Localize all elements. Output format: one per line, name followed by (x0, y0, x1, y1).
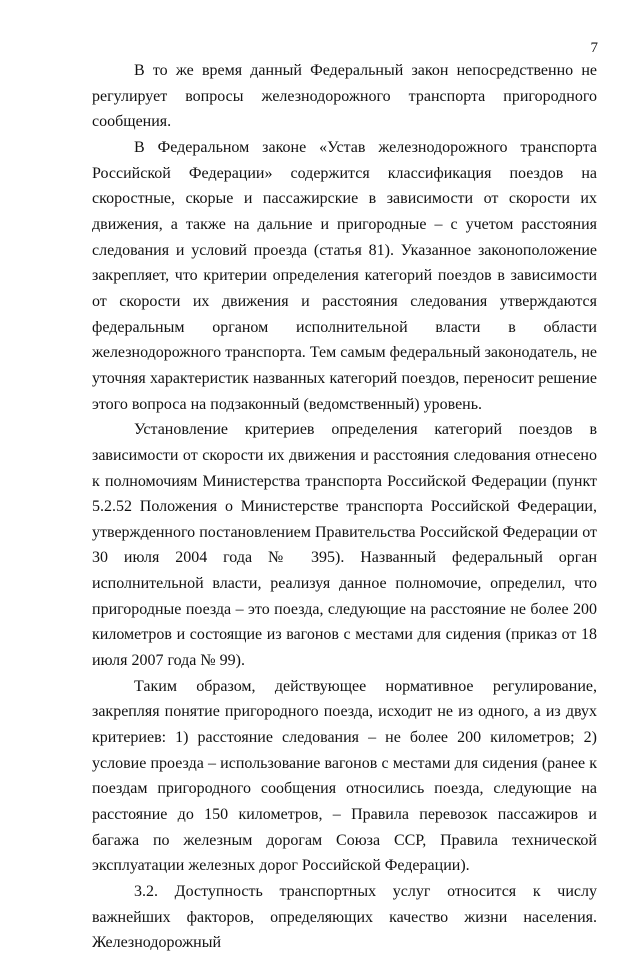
document-body (92, 58, 597, 956)
page-number: 7 (590, 40, 598, 56)
paragraph: В то же время данный Федеральный закон непосредственно не регулирует вопросы железнодорожного транспорта пригородного сообщения. (92, 62, 597, 131)
paragraph: 3.2. Доступность транспортных услуг относится к числу важнейших факторов, определяющих качество жизни населения. Железнодорожный (92, 883, 597, 952)
paragraph: В Федеральном законе «Устав железнодорожного транспорта Российской Федерации» содержится классификация поездов на скоростные, скорые и пассажирские в зависимости от скорости их движения, а также на дальние и пригородные – с учетом расстояния следования и условий проезда (статья 81). Указанное законоположение закрепляет, что критерии определения категорий поездов в зависимости от скорости их движения и расстояния следования утверждаются федеральным органом исполнительной власти в области железнодорожного транспорта. Тем самым федеральный законодатель, не уточняя характеристик названных категорий поездов, переносит решение этого вопроса на подзаконный (ведомственный) уровень. (92, 138, 597, 413)
paragraph: Установление критериев определения категорий поездов в зависимости от скорости их движения и расстояния следования отнесено к полномочиям Министерства транспорта Российской Федерации (пункт 5.2.52 Положения о Министерстве транспорта Российской Федерации, утвержденного постановлением Правительства Российской Федерации от 30 июля 2004 года № 395). Названный федеральный орган исполнительной власти, реализуя данное полномочие, определил, что пригородные поезда – это поезда, следующие на расстояние не более 200 километров и состоящие из вагонов с местами для сидения (приказ от 18 июля 2007 года № 99). (92, 421, 597, 670)
paragraph: Таким образом, действующее нормативное регулирование, закрепляя понятие пригородного поезда, исходит не из одного, а из двух критериев: 1) расстояние следования – не более 200 километров; 2) условие проезда – использование вагонов с местами для сидения (ранее к поездам пригородного сообщения относились поезда, следующие на расстояние до 150 километров, – Правила перевозок пассажиров и багажа по железным дорогам Союза ССР, Правила технической эксплуатации железных дорог Российской Федерации). (92, 677, 597, 875)
